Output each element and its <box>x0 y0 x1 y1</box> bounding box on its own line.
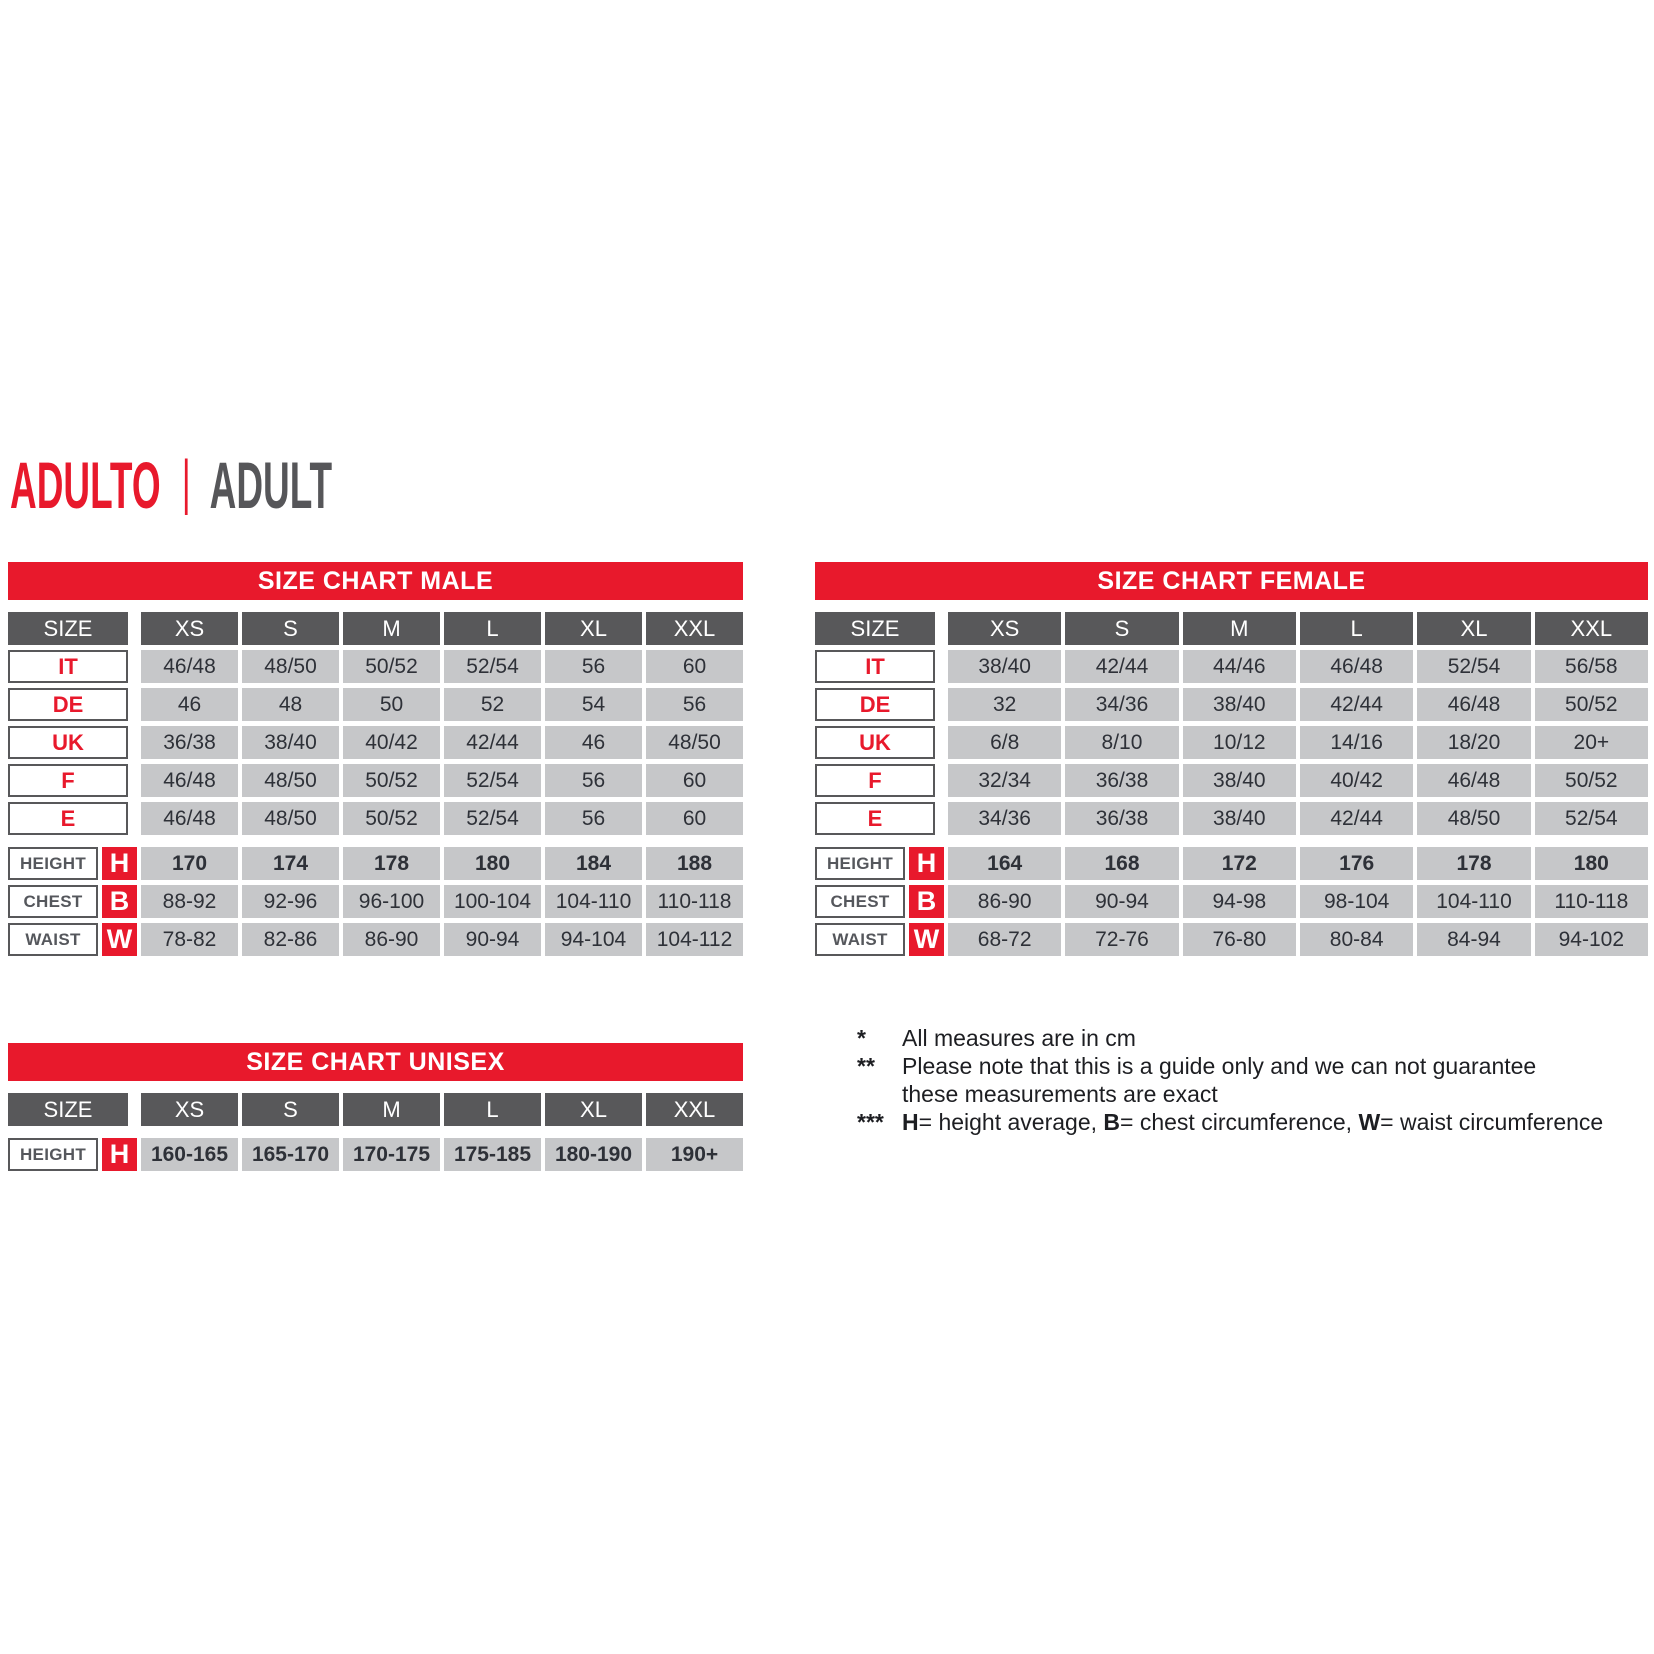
male-cell-de-xl: 54 <box>545 688 642 721</box>
female-cell-waist-m: 76-80 <box>1183 923 1296 956</box>
female-label-waist: WAIST <box>815 923 905 956</box>
size-chart-male-rows <box>8 650 743 835</box>
male-label-f: F <box>8 764 128 797</box>
footnote-3-line-1 <box>902 1108 1649 1136</box>
female-row-waist-labelarea <box>815 923 948 956</box>
page-title-primary: ADULTO <box>10 448 161 522</box>
male-cell-e-xxl: 60 <box>646 802 743 835</box>
female-cell-f-m: 38/40 <box>1183 764 1296 797</box>
female-row-uk <box>815 726 1648 759</box>
male-cell-e-m: 50/52 <box>343 802 440 835</box>
male-row-de <box>8 688 743 721</box>
unisex-badge-h-icon: H <box>102 1138 137 1171</box>
female-cell-uk-xl: 18/20 <box>1417 726 1530 759</box>
female-cell-height-xl: 178 <box>1417 847 1530 880</box>
female-row-f <box>815 764 1648 797</box>
male-cell-chest-xxl: 110-118 <box>646 885 743 918</box>
female-cell-chest-xs: 86-90 <box>948 885 1061 918</box>
female-row-it-cells <box>948 650 1648 683</box>
male-cell-chest-s: 92-96 <box>242 885 339 918</box>
female-badge-w-icon: W <box>909 923 944 956</box>
female-size-header: SIZE <box>815 612 935 645</box>
size-chart-male-measure-rows <box>8 847 743 956</box>
footnote-2-marker: ** <box>857 1053 875 1079</box>
female-row-e-labelarea <box>815 802 948 835</box>
page-title-separator: | <box>181 448 191 515</box>
female-row-uk-cells <box>948 726 1648 759</box>
size-chart-male-header-row <box>8 612 743 645</box>
male-label-uk: UK <box>8 726 128 759</box>
female-cell-chest-l: 98-104 <box>1300 885 1413 918</box>
size-chart-female-table <box>815 562 1648 961</box>
female-row-height-labelarea <box>815 847 948 880</box>
male-row-it-labelarea <box>8 650 141 683</box>
female-cell-it-xs: 38/40 <box>948 650 1061 683</box>
male-badge-h-icon: H <box>102 847 137 880</box>
footnote-segment: = chest circumference, <box>1120 1109 1359 1135</box>
male-cell-de-xs: 46 <box>141 688 238 721</box>
unisex-header-cells <box>141 1093 743 1126</box>
female-badge-b-icon: B <box>909 885 944 918</box>
female-cell-uk-m: 10/12 <box>1183 726 1296 759</box>
male-cell-e-l: 52/54 <box>444 802 541 835</box>
female-cell-f-xl: 46/48 <box>1417 764 1530 797</box>
female-cell-it-xl: 52/54 <box>1417 650 1530 683</box>
unisex-row-height-labelarea <box>8 1138 141 1171</box>
female-label-f: F <box>815 764 935 797</box>
female-row-de-cells <box>948 688 1648 721</box>
male-row-de-cells <box>141 688 743 721</box>
unisex-cell-height-xl: 180-190 <box>545 1138 642 1171</box>
size-chart-male-table <box>8 562 743 961</box>
male-cell-uk-m: 40/42 <box>343 726 440 759</box>
female-cell-waist-xs: 68-72 <box>948 923 1061 956</box>
male-cell-height-s: 174 <box>242 847 339 880</box>
female-col-header-xs: XS <box>948 612 1061 645</box>
female-cell-it-l: 46/48 <box>1300 650 1413 683</box>
male-row-height <box>8 847 743 880</box>
male-cell-e-s: 48/50 <box>242 802 339 835</box>
male-row-chest <box>8 885 743 918</box>
male-row-it-cells <box>141 650 743 683</box>
female-cell-waist-s: 72-76 <box>1065 923 1178 956</box>
male-cell-waist-l: 90-94 <box>444 923 541 956</box>
male-label-chest: CHEST <box>8 885 98 918</box>
female-cell-waist-xl: 84-94 <box>1417 923 1530 956</box>
male-badge-b-icon: B <box>102 885 137 918</box>
female-col-header-m: M <box>1183 612 1296 645</box>
male-row-de-labelarea <box>8 688 141 721</box>
footnote-2-line-1 <box>902 1052 1649 1080</box>
male-cell-it-s: 48/50 <box>242 650 339 683</box>
male-row-waist-cells <box>141 923 743 956</box>
female-cell-e-m: 38/40 <box>1183 802 1296 835</box>
male-row-uk-cells <box>141 726 743 759</box>
male-cell-it-m: 50/52 <box>343 650 440 683</box>
female-row-e-cells <box>948 802 1648 835</box>
female-cell-e-l: 42/44 <box>1300 802 1413 835</box>
male-row-chest-cells <box>141 885 743 918</box>
size-chart-unisex-measure-rows <box>8 1138 743 1171</box>
footnote-2 <box>857 1052 1649 1108</box>
footnote-segment: these measurements are exact <box>902 1081 1218 1107</box>
size-chart-unisex-title: SIZE CHART UNISEX <box>8 1043 743 1081</box>
male-cell-f-xs: 46/48 <box>141 764 238 797</box>
size-chart-unisex-header-row <box>8 1093 743 1126</box>
female-col-header-xl: XL <box>1417 612 1530 645</box>
footnote-3-marker: *** <box>857 1109 884 1135</box>
male-cell-height-m: 178 <box>343 847 440 880</box>
female-cell-chest-s: 90-94 <box>1065 885 1178 918</box>
female-cell-f-xs: 32/34 <box>948 764 1061 797</box>
male-cell-height-xs: 170 <box>141 847 238 880</box>
female-cell-f-l: 40/42 <box>1300 764 1413 797</box>
unisex-col-header-xs: XS <box>141 1093 238 1126</box>
female-cell-e-xs: 34/36 <box>948 802 1061 835</box>
female-cell-de-xl: 46/48 <box>1417 688 1530 721</box>
footnote-segment: = waist circumference <box>1380 1109 1604 1135</box>
female-cell-chest-m: 94-98 <box>1183 885 1296 918</box>
size-chart-female-header-row <box>815 612 1648 645</box>
unisex-cell-height-s: 165-170 <box>242 1138 339 1171</box>
female-cell-waist-xxl: 94-102 <box>1535 923 1648 956</box>
male-cell-de-xxl: 56 <box>646 688 743 721</box>
female-row-e <box>815 802 1648 835</box>
male-cell-uk-xl: 46 <box>545 726 642 759</box>
male-col-header-xxl: XXL <box>646 612 743 645</box>
female-header-cells <box>948 612 1648 645</box>
male-cell-waist-s: 82-86 <box>242 923 339 956</box>
female-label-it: IT <box>815 650 935 683</box>
unisex-size-header: SIZE <box>8 1093 128 1126</box>
footnote-1-text <box>902 1024 1649 1052</box>
female-row-de <box>815 688 1648 721</box>
footnote-3-text <box>902 1108 1649 1136</box>
unisex-cell-height-xs: 160-165 <box>141 1138 238 1171</box>
female-col-header-l: L <box>1300 612 1413 645</box>
female-row-f-cells <box>948 764 1648 797</box>
female-cell-uk-s: 8/10 <box>1065 726 1178 759</box>
size-chart-female-measure-rows <box>815 847 1648 956</box>
male-row-chest-labelarea <box>8 885 141 918</box>
female-row-it <box>815 650 1648 683</box>
female-cell-height-s: 168 <box>1065 847 1178 880</box>
female-row-f-labelarea <box>815 764 948 797</box>
male-cell-it-l: 52/54 <box>444 650 541 683</box>
male-label-it: IT <box>8 650 128 683</box>
male-cell-de-m: 50 <box>343 688 440 721</box>
female-row-uk-labelarea <box>815 726 948 759</box>
male-row-it <box>8 650 743 683</box>
female-cell-uk-xs: 6/8 <box>948 726 1061 759</box>
male-label-waist: WAIST <box>8 923 98 956</box>
size-chart-male-title: SIZE CHART MALE <box>8 562 743 600</box>
female-cell-it-xxl: 56/58 <box>1535 650 1648 683</box>
female-row-waist <box>815 923 1648 956</box>
footnote-3 <box>857 1108 1649 1136</box>
female-row-chest <box>815 885 1648 918</box>
male-cell-waist-xs: 78-82 <box>141 923 238 956</box>
female-cell-it-s: 42/44 <box>1065 650 1178 683</box>
footnote-segment: Please note that this is a guide only and we can not guarantee <box>902 1053 1537 1079</box>
male-row-e <box>8 802 743 835</box>
male-col-header-xs: XS <box>141 612 238 645</box>
female-cell-f-xxl: 50/52 <box>1535 764 1648 797</box>
page-title-secondary: ADULT <box>209 448 333 522</box>
female-row-chest-cells <box>948 885 1648 918</box>
female-cell-it-m: 44/46 <box>1183 650 1296 683</box>
male-cell-de-l: 52 <box>444 688 541 721</box>
male-row-waist-labelarea <box>8 923 141 956</box>
footnote-1-line-1 <box>902 1024 1649 1052</box>
male-cell-it-xl: 56 <box>545 650 642 683</box>
male-size-header: SIZE <box>8 612 128 645</box>
female-header-labelarea <box>815 612 948 645</box>
female-row-chest-labelarea <box>815 885 948 918</box>
female-row-de-labelarea <box>815 688 948 721</box>
female-cell-de-l: 42/44 <box>1300 688 1413 721</box>
footnote-segment: = height average, <box>918 1109 1104 1135</box>
male-cell-waist-xl: 94-104 <box>545 923 642 956</box>
female-cell-de-xxl: 50/52 <box>1535 688 1648 721</box>
female-cell-e-xl: 48/50 <box>1417 802 1530 835</box>
male-row-f-cells <box>141 764 743 797</box>
male-label-e: E <box>8 802 128 835</box>
footnote-2-line-2 <box>902 1080 1649 1108</box>
footnotes <box>857 1024 1649 1136</box>
male-col-header-xl: XL <box>545 612 642 645</box>
female-cell-uk-xxl: 20+ <box>1535 726 1648 759</box>
footnote-2-text <box>902 1052 1649 1108</box>
footnote-segment: B <box>1103 1109 1121 1135</box>
male-header-cells <box>141 612 743 645</box>
footnote-1 <box>857 1024 1649 1052</box>
female-label-chest: CHEST <box>815 885 905 918</box>
female-cell-waist-l: 80-84 <box>1300 923 1413 956</box>
male-cell-f-m: 50/52 <box>343 764 440 797</box>
male-row-height-labelarea <box>8 847 141 880</box>
male-cell-f-xxl: 60 <box>646 764 743 797</box>
male-cell-f-s: 48/50 <box>242 764 339 797</box>
male-cell-height-xl: 184 <box>545 847 642 880</box>
female-cell-chest-xl: 104-110 <box>1417 885 1530 918</box>
unisex-header-labelarea <box>8 1093 141 1126</box>
male-col-header-s: S <box>242 612 339 645</box>
female-cell-height-m: 172 <box>1183 847 1296 880</box>
female-row-it-labelarea <box>815 650 948 683</box>
male-cell-uk-xxl: 48/50 <box>646 726 743 759</box>
female-row-height <box>815 847 1648 880</box>
male-badge-w-icon: W <box>102 923 137 956</box>
male-cell-uk-l: 42/44 <box>444 726 541 759</box>
female-cell-de-m: 38/40 <box>1183 688 1296 721</box>
male-col-header-l: L <box>444 612 541 645</box>
male-label-height: HEIGHT <box>8 847 98 880</box>
female-cell-height-l: 176 <box>1300 847 1413 880</box>
footnote-segment: H <box>902 1109 919 1135</box>
female-cell-e-s: 36/38 <box>1065 802 1178 835</box>
size-chart-unisex-table <box>8 1043 743 1176</box>
male-cell-f-l: 52/54 <box>444 764 541 797</box>
male-cell-height-l: 180 <box>444 847 541 880</box>
footnote-1-marker: * <box>857 1025 866 1051</box>
male-row-f <box>8 764 743 797</box>
female-cell-uk-l: 14/16 <box>1300 726 1413 759</box>
female-row-height-cells <box>948 847 1648 880</box>
male-cell-de-s: 48 <box>242 688 339 721</box>
male-cell-chest-xl: 104-110 <box>545 885 642 918</box>
page-title <box>10 448 333 522</box>
unisex-row-height <box>8 1138 743 1171</box>
male-row-uk-labelarea <box>8 726 141 759</box>
male-row-f-labelarea <box>8 764 141 797</box>
unisex-cell-height-m: 170-175 <box>343 1138 440 1171</box>
unisex-label-height: HEIGHT <box>8 1138 98 1171</box>
male-header-labelarea <box>8 612 141 645</box>
male-row-height-cells <box>141 847 743 880</box>
male-row-waist <box>8 923 743 956</box>
female-row-waist-cells <box>948 923 1648 956</box>
female-badge-h-icon: H <box>909 847 944 880</box>
male-cell-height-xxl: 188 <box>646 847 743 880</box>
male-cell-chest-l: 100-104 <box>444 885 541 918</box>
size-chart-female-rows <box>815 650 1648 835</box>
female-cell-height-xxl: 180 <box>1535 847 1648 880</box>
female-label-height: HEIGHT <box>815 847 905 880</box>
unisex-col-header-xxl: XXL <box>646 1093 743 1126</box>
unisex-col-header-xl: XL <box>545 1093 642 1126</box>
female-label-uk: UK <box>815 726 935 759</box>
female-col-header-xxl: XXL <box>1535 612 1648 645</box>
unisex-cell-height-l: 175-185 <box>444 1138 541 1171</box>
male-col-header-m: M <box>343 612 440 645</box>
female-col-header-s: S <box>1065 612 1178 645</box>
female-cell-chest-xxl: 110-118 <box>1535 885 1648 918</box>
female-cell-de-xs: 32 <box>948 688 1061 721</box>
male-cell-it-xs: 46/48 <box>141 650 238 683</box>
female-cell-height-xs: 164 <box>948 847 1061 880</box>
male-cell-e-xl: 56 <box>545 802 642 835</box>
unisex-row-height-cells <box>141 1138 743 1171</box>
male-cell-chest-m: 96-100 <box>343 885 440 918</box>
footnote-segment: All measures are in cm <box>902 1025 1136 1051</box>
female-cell-f-s: 36/38 <box>1065 764 1178 797</box>
male-cell-it-xxl: 60 <box>646 650 743 683</box>
male-cell-e-xs: 46/48 <box>141 802 238 835</box>
male-cell-chest-xs: 88-92 <box>141 885 238 918</box>
male-row-uk <box>8 726 743 759</box>
male-cell-uk-xs: 36/38 <box>141 726 238 759</box>
male-row-e-cells <box>141 802 743 835</box>
male-label-de: DE <box>8 688 128 721</box>
unisex-col-header-m: M <box>343 1093 440 1126</box>
female-label-e: E <box>815 802 935 835</box>
male-cell-uk-s: 38/40 <box>242 726 339 759</box>
unisex-cell-height-xxl: 190+ <box>646 1138 743 1171</box>
female-cell-e-xxl: 52/54 <box>1535 802 1648 835</box>
female-cell-de-s: 34/36 <box>1065 688 1178 721</box>
size-chart-female-title: SIZE CHART FEMALE <box>815 562 1648 600</box>
female-label-de: DE <box>815 688 935 721</box>
male-row-e-labelarea <box>8 802 141 835</box>
male-cell-waist-xxl: 104-112 <box>646 923 743 956</box>
footnote-segment: W <box>1358 1109 1381 1135</box>
male-cell-waist-m: 86-90 <box>343 923 440 956</box>
unisex-col-header-s: S <box>242 1093 339 1126</box>
male-cell-f-xl: 56 <box>545 764 642 797</box>
unisex-col-header-l: L <box>444 1093 541 1126</box>
